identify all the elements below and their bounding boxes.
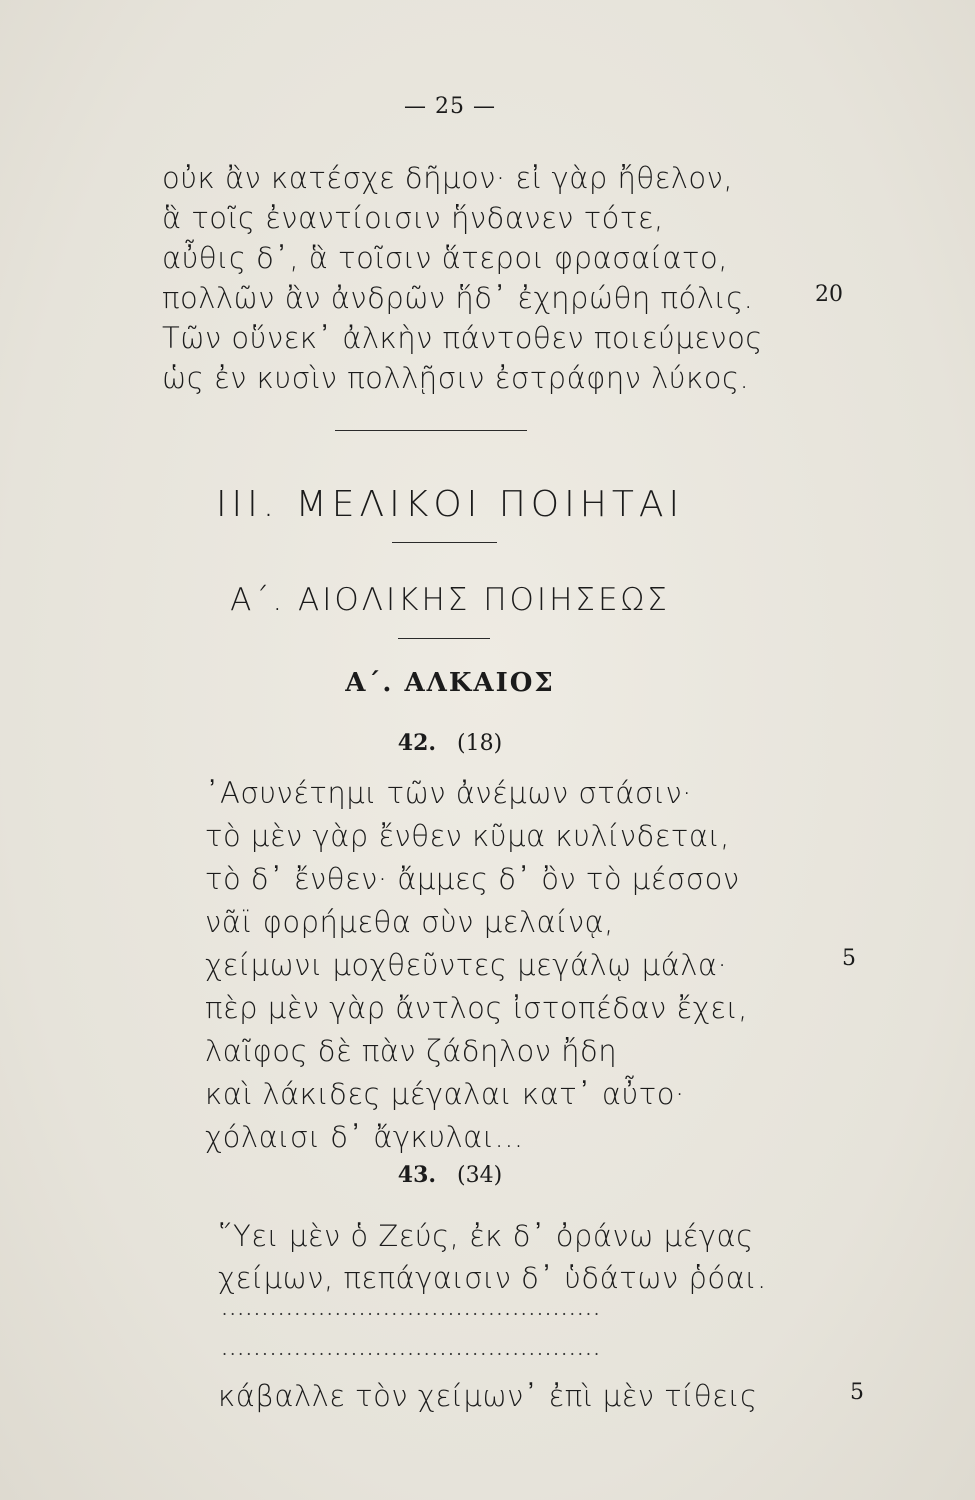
line-number: 5 bbox=[842, 946, 856, 971]
fragment-index: 43. bbox=[397, 1162, 437, 1188]
verse-line: χείμων, πεπάγαισιν δ᾽ ὑδάτων ῥόαι. bbox=[218, 1261, 767, 1295]
verse-line: αὖθις δ᾽, ἃ τοῖσιν ἅτεροι φρασαίατο, bbox=[162, 241, 728, 275]
fragment-number bbox=[0, 1162, 900, 1188]
verse-line: Τῶν οὕνεκ᾽ ἀλκὴν πάντοθεν ποιεύμενος bbox=[162, 321, 763, 355]
verse-line: λαῖφος δὲ πὰν ζάδηλον ἤδη bbox=[205, 1034, 618, 1068]
divider-rule bbox=[392, 542, 497, 543]
verse-line: κάβαλλε τὸν χείμων᾽ ἐπὶ μὲν τίθεις bbox=[218, 1379, 758, 1413]
verse-line: οὐκ ἂν κατέσχε δῆμον· εἰ γὰρ ἤθελον, bbox=[162, 161, 734, 195]
author-heading: Α΄. ΑΛΚΑΙΟΣ bbox=[345, 668, 555, 698]
ellipsis-row: ............................................... bbox=[222, 1300, 603, 1319]
verse-line: χόλαισι δ᾽ ἄγκυλαι... bbox=[205, 1120, 524, 1154]
fragment-ref: (34) bbox=[457, 1163, 503, 1188]
divider-rule bbox=[398, 638, 490, 639]
verse-line: πὲρ μὲν γὰρ ἄντλος ἰστοπέδαν ἔχει, bbox=[205, 991, 748, 1025]
line-number: 5 bbox=[850, 1380, 864, 1405]
verse-line: ὡς ἐν κυσὶν πολλῇσιν ἐστράφην λύκος. bbox=[162, 361, 750, 395]
fragment-index: 42. bbox=[397, 730, 437, 756]
section-heading: III. ΜΕΛΙΚΟΙ ΠΟΙΗΤΑΙ bbox=[215, 484, 685, 525]
fragment-number bbox=[0, 730, 900, 756]
page-number: — 25 — bbox=[404, 94, 496, 119]
subsection-heading: Α΄. ΑΙΟΛΙΚΗΣ ΠΟΙΗΣΕΩΣ bbox=[230, 582, 670, 618]
divider-rule bbox=[335, 430, 527, 431]
verse-line: τὸ δ᾽ ἔνθεν· ἄμμες δ᾽ ὂν τὸ μέσσον bbox=[205, 862, 740, 896]
verse-line: τὸ μὲν γὰρ ἔνθεν κῦμα κυλίνδεται, bbox=[205, 819, 730, 853]
verse-line: νᾶϊ φορήμεθα σὺν μελαίνᾳ, bbox=[205, 905, 614, 939]
fragment-ref: (18) bbox=[457, 731, 503, 756]
line-number: 20 bbox=[815, 282, 843, 307]
verse-line: ἃ τοῖς ἐναντίοισιν ἥνδανεν τότε, bbox=[162, 201, 664, 235]
verse-line: χείμωνι μοχθεῦντες μεγάλῳ μάλα· bbox=[205, 948, 728, 982]
verse-line: ῞Υει μὲν ὁ Ζεύς, ἐκ δ᾽ ὀράνω μέγας bbox=[218, 1219, 754, 1253]
verse-line: καὶ λάκιδες μέγαλαι κατ᾽ αὖτο· bbox=[205, 1077, 685, 1111]
verse-line: πολλῶν ἂν ἀνδρῶν ἥδ᾽ ἐχηρώθη πόλις. bbox=[162, 281, 754, 315]
verse-line: ᾿Ασυνέτημι τῶν ἀνέμων στάσιν· bbox=[205, 776, 692, 810]
ellipsis-row: ............................................... bbox=[222, 1340, 603, 1359]
